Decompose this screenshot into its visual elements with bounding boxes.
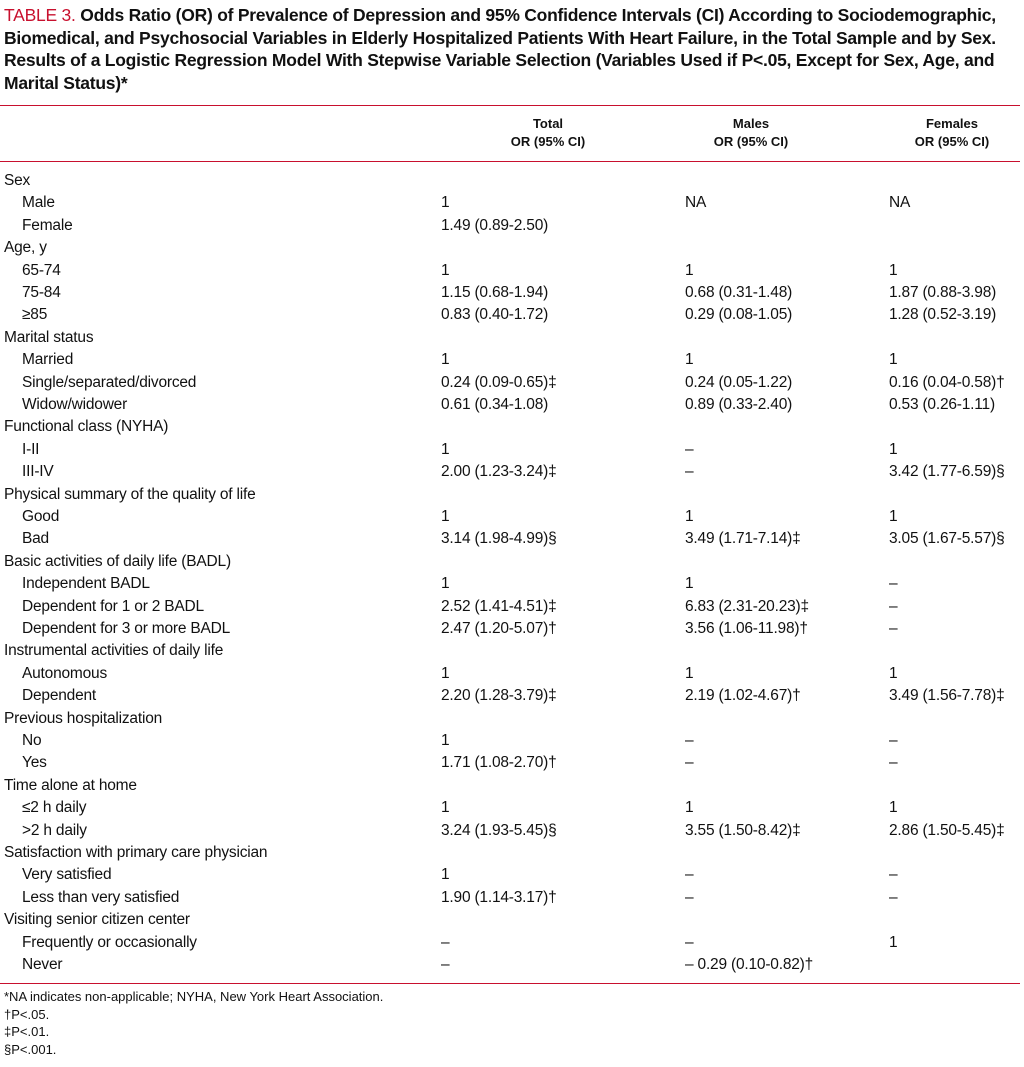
row-label: Yes: [22, 754, 47, 772]
row-label: Dependent: [22, 687, 97, 705]
table-row: [0, 304, 1020, 327]
cell-females: –: [889, 732, 898, 749]
cell-females: 1: [889, 351, 898, 369]
cell-females: 1.87 (0.88-3.98): [889, 284, 997, 301]
cell-males: –: [685, 440, 694, 458]
cell-total: 0.61 (0.34-1.08): [441, 396, 549, 413]
table-caption: Odds Ratio (OR) of Prevalence of Depression and 95% Confidence Intervals (CI) According to Sociodemographic, Biomedical, and Psychosocial Variables in Elderly Hospitalized Patients With Heart Failure, in the Total Sample and by Sex. Results of a Logistic Regression Model With Stepwise Variable Selection (Variables Used if P<.05, Except for Sex, Age, and Marital Status)*: [4, 5, 996, 93]
table-row: [0, 260, 1020, 283]
header-females-sub: OR (95% CI): [914, 134, 990, 149]
header-males: [701, 115, 801, 151]
row-label: III-IV: [22, 463, 54, 481]
row-label: Never: [22, 956, 63, 973]
cell-total: 1: [441, 351, 450, 369]
row-label: Age, y: [4, 239, 47, 257]
cell-males: –: [685, 866, 694, 884]
cell-total: 1: [441, 440, 450, 458]
cell-males: 0.68 (0.31-1.48): [685, 284, 793, 301]
table-group-row: [0, 237, 1020, 260]
cell-total: 1.15 (0.68-1.94): [441, 284, 549, 301]
cell-males: –: [685, 888, 694, 906]
row-label: ≤2 h daily: [22, 799, 87, 817]
table-row: [0, 596, 1020, 619]
cell-females: 3.42 (1.77-6.59)§: [889, 463, 1005, 481]
row-label: Marital status: [4, 328, 94, 346]
row-label: Satisfaction with primary care physician: [4, 844, 268, 861]
cell-females: –: [889, 754, 898, 772]
cell-males: 0.29 (0.08-1.05): [685, 306, 793, 324]
row-label: Single/separated/divorced: [22, 373, 197, 391]
cell-males: 1: [685, 575, 694, 593]
row-label: Male: [22, 194, 55, 212]
table-group-row: [0, 640, 1020, 663]
cell-total: 1: [441, 575, 450, 593]
table-row: [0, 932, 1020, 955]
table-row: [0, 439, 1020, 462]
header-males-sub: OR (95% CI): [713, 134, 789, 149]
cell-females: 1: [889, 261, 898, 279]
cell-total: 1: [441, 194, 450, 212]
cell-females: 1.28 (0.52-3.19): [889, 306, 997, 324]
cell-total: 1.71 (1.08-2.70)†: [441, 754, 557, 772]
row-label: Functional class (NYHA): [4, 418, 169, 436]
cell-total: 1: [441, 261, 450, 279]
table-number: TABLE 3.: [4, 5, 76, 25]
row-label: Basic activities of daily life (BADL): [4, 552, 231, 570]
cell-females: 1: [889, 799, 898, 817]
cell-males: –: [685, 463, 694, 481]
cell-males: NA: [685, 194, 707, 212]
row-label: 75-84: [22, 284, 61, 301]
table-row: [0, 506, 1020, 529]
top-rule: [0, 105, 1020, 106]
header-females: [902, 115, 1002, 151]
table-row: [0, 685, 1020, 708]
table-row: [0, 192, 1020, 215]
cell-total: 1: [441, 508, 450, 525]
cell-females: –: [889, 866, 898, 884]
table-row: [0, 528, 1020, 551]
cell-males: 0.24 (0.05-1.22): [685, 373, 793, 391]
table-group-row: [0, 484, 1020, 507]
cell-females: NA: [889, 194, 911, 212]
cell-total: –: [441, 933, 450, 951]
cell-total: 2.47 (1.20-5.07)†: [441, 620, 557, 637]
bottom-rule: [0, 983, 1020, 984]
table-row: [0, 864, 1020, 887]
row-label: Frequently or occasionally: [22, 933, 197, 951]
cell-males: 3.49 (1.71-7.14)‡: [685, 530, 801, 548]
footnote: *NA indicates non-applicable; NYHA, New York Heart Association.: [4, 989, 384, 1004]
cell-total: 0.83 (0.40-1.72): [441, 306, 549, 324]
header-total-name: Total: [532, 116, 564, 131]
header-males-name: Males: [732, 116, 770, 131]
cell-total: 2.52 (1.41-4.51)‡: [441, 597, 557, 615]
row-label: Autonomous: [22, 664, 108, 682]
table-group-row: [0, 909, 1020, 932]
header-rule: [0, 161, 1020, 162]
footnote: §P<.001.: [4, 1041, 57, 1057]
cell-females: 0.16 (0.04-0.58)†: [889, 373, 1005, 391]
row-label: No: [22, 732, 42, 749]
cell-total: 2.20 (1.28-3.79)‡: [441, 687, 557, 705]
row-label: Female: [22, 216, 73, 234]
cell-total: 3.24 (1.93-5.45)§: [441, 821, 557, 839]
cell-males: 3.56 (1.06-11.98)†: [685, 620, 808, 637]
cell-total: –: [441, 956, 450, 973]
table-row: [0, 797, 1020, 820]
table-row: [0, 954, 1020, 977]
header-total: [498, 115, 598, 151]
cell-total: 1: [441, 866, 450, 884]
row-label: Married: [22, 351, 74, 369]
table-row: [0, 887, 1020, 910]
row-label: 65-74: [22, 261, 61, 279]
footnotes: [4, 988, 383, 1058]
table-group-row: [0, 551, 1020, 574]
cell-females: 3.49 (1.56-7.78)‡: [889, 687, 1005, 705]
table-row: [0, 730, 1020, 753]
footnote: ‡P<.01.: [4, 1024, 50, 1039]
table-row: [0, 372, 1020, 395]
row-label: I-II: [22, 440, 40, 458]
table-group-row: [0, 775, 1020, 798]
cell-females: –: [889, 597, 898, 615]
table-group-row: [0, 416, 1020, 439]
row-label: Very satisfied: [22, 866, 112, 884]
cell-males: 1: [685, 351, 694, 369]
row-label: Physical summary of the quality of life: [4, 485, 256, 503]
cell-males: 2.19 (1.02-4.67)†: [685, 687, 801, 705]
table-group-row: [0, 708, 1020, 731]
cell-males: 1: [685, 799, 694, 817]
cell-females: 1: [889, 440, 898, 458]
row-label: Widow/widower: [22, 396, 128, 413]
row-label: Less than very satisfied: [22, 888, 180, 906]
table-row: [0, 349, 1020, 372]
row-label: Visiting senior citizen center: [4, 911, 190, 929]
cell-males: 0.89 (0.33-2.40): [685, 396, 793, 413]
row-label: Sex: [4, 172, 31, 189]
cell-females: –: [889, 888, 898, 906]
header-females-name: Females: [925, 116, 979, 131]
cell-females: –: [889, 620, 898, 637]
table-row: [0, 752, 1020, 775]
cell-males: –: [685, 754, 694, 772]
cell-females: 0.53 (0.26-1.11): [889, 396, 995, 413]
row-label: ≥85: [22, 306, 48, 324]
row-label: Time alone at home: [4, 776, 137, 794]
cell-females: 1: [889, 508, 898, 525]
table-row: [0, 820, 1020, 843]
cell-males: 3.55 (1.50-8.42)‡: [685, 821, 801, 839]
table-group-row: [0, 842, 1020, 865]
cell-total: 3.14 (1.98-4.99)§: [441, 530, 557, 548]
cell-total: 2.00 (1.23-3.24)‡: [441, 463, 557, 481]
cell-males: –: [685, 732, 694, 749]
row-label: Previous hospitalization: [4, 709, 163, 727]
table-row: [0, 461, 1020, 484]
table-title: [4, 4, 1018, 94]
row-label: Dependent for 3 or more BADL: [22, 620, 231, 637]
table-row: [0, 394, 1020, 417]
cell-total: 1: [441, 664, 450, 682]
row-label: Dependent for 1 or 2 BADL: [22, 597, 204, 615]
cell-females: –: [889, 575, 898, 593]
cell-females: 1: [889, 664, 898, 682]
cell-males: 1: [685, 664, 694, 682]
cell-females: 2.86 (1.50-5.45)‡: [889, 821, 1005, 839]
table-group-row: [0, 327, 1020, 350]
cell-females: 1: [889, 933, 898, 951]
table-row: [0, 663, 1020, 686]
row-label: Independent BADL: [22, 575, 150, 593]
cell-males: – 0.29 (0.10-0.82)†: [685, 956, 814, 973]
row-label: >2 h daily: [22, 821, 87, 839]
cell-females: 3.05 (1.67-5.57)§: [889, 530, 1005, 548]
table-row: [0, 618, 1020, 641]
cell-males: 1: [685, 508, 694, 525]
cell-total: 1: [441, 732, 450, 749]
cell-total: 1.90 (1.14-3.17)†: [441, 888, 557, 906]
cell-total: 1.49 (0.89-2.50): [441, 216, 549, 234]
row-label: Bad: [22, 530, 49, 548]
header-total-sub: OR (95% CI): [510, 134, 586, 149]
cell-males: –: [685, 933, 694, 951]
table-row: [0, 573, 1020, 596]
table-row: [0, 215, 1020, 238]
cell-males: 6.83 (2.31-20.23)‡: [685, 597, 809, 615]
row-label: Good: [22, 508, 60, 525]
table-row: [0, 282, 1020, 305]
footnote: †P<.05.: [4, 1006, 50, 1022]
row-label: Instrumental activities of daily life: [4, 642, 224, 660]
table-group-row: [0, 170, 1020, 193]
cell-males: 1: [685, 261, 694, 279]
cell-total: 0.24 (0.09-0.65)‡: [441, 373, 557, 391]
cell-total: 1: [441, 799, 450, 817]
